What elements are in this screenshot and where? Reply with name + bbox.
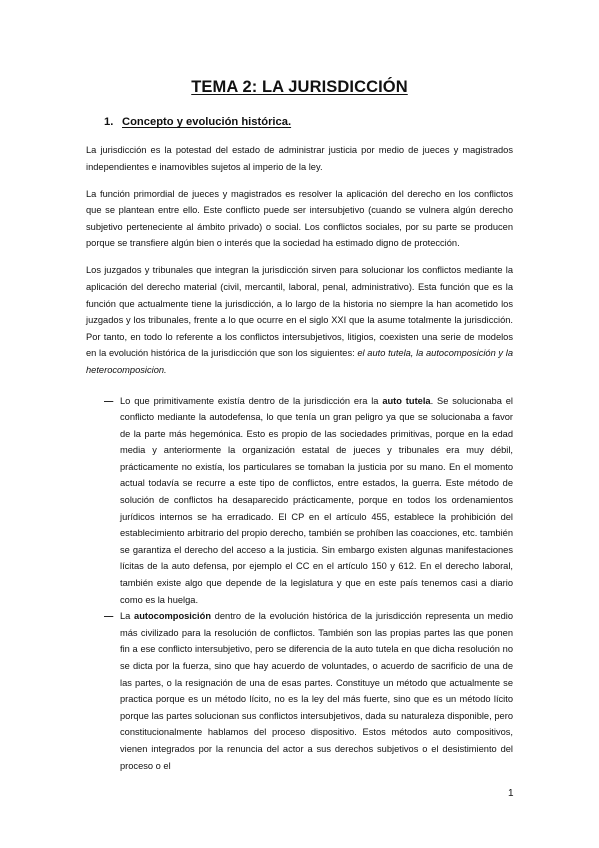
list-item-bold-term: auto tutela [382, 395, 431, 406]
document-body [86, 142, 513, 774]
section-heading [104, 116, 291, 128]
list-item-text: La [120, 611, 131, 622]
section-number: 1. [104, 116, 114, 128]
dash-list [86, 393, 513, 775]
list-item [104, 608, 513, 774]
list-item-bold-term: autocomposición [134, 611, 211, 622]
document-title: TEMA 2: LA JURISDICCIÓN [191, 78, 408, 96]
list-item-text: . Se solucionaba el conflicto mediante la autodefensa, lo que tenía un gran peligro ya que se solucionaba a favor de la parte más hegemónica. Esto es propio de las sociedades primitivas, porque en la edad media y anteriormente la organización estatal de jueces y tribunales era muy débil, prácticamente no existía, los particulares se tomaban la justicia por su mano. En el momento actual todavía se recurre a este tipo de conflictos, entre estados, la guerra. Este método de solución de conflictos ha desaparecido prácticamente, porque en todos los ordenamientos jurídicos internos se ha erradicado. El CP en el artículo 455, establece la prohibición del establecimiento arbitrario del propio derecho, también se prohíben las coacciones, etc. también se garantiza el derecho del acceso a la justicia. Sin embargo existen algunas manifestaciones lícitas de la auto defensa, por ejemplo el CC en el artículo 150 y 612. En el derecho laboral, también existe algo que depende de la legislatura y que en este país tenemos casi a diario como es la huelga. [120, 395, 513, 605]
paragraph [86, 262, 513, 378]
page-number: 1 [508, 788, 514, 799]
section-title: Concepto y evolución histórica. [122, 116, 292, 128]
list-item-text: dentro de la evolución histórica de la jurisdicción representa un medio más civilizado para la resolución de conflictos. También son las propias partes las que ponen fin a ese conflicto intersubjetivo, pero se diferencia de la auto tutela en que dicha resolución no se dicta por la fuerza, sino que hay acuerdo de voluntades, o acuerdo de sacrificio de una de las partes, o la resignación de una de esas partes. Constituye un método que actualmente se practica porque es un método lícito, no es la ley del más fuerte, sino que es un método lícito porque las partes solucionan sus conflictos intersubjetivos, dada su naturaleza disponible, pero constitucionalmente hablamos del proceso dispositivo. Estos métodos auto compositivos, vienen integrados por la renuncia del actor a sus derechos subjetivos o el desistimiento del proceso o el [120, 611, 513, 771]
list-item-text: Lo que primitivamente existía dentro de la jurisdicción era la [120, 395, 379, 406]
paragraph: La función primordial de jueces y magistrados es resolver la aplicación del derecho en los conflictos que se plantean entre ello. Este conflicto puede ser intersubjetivo (cuando se vulnera algún derecho subjetivo perteneciente al ámbito privado) o social. Los conflictos sociales, por su parte se producen porque se transfiere algún bien o interés que la sociedad ha estimado digno de protección. [86, 188, 513, 249]
paragraph: La jurisdicción es la potestad del estado de administrar justicia por medio de jueces y magistrados independientes e inamovibles sujetos al imperio de la ley. [86, 145, 513, 172]
list-item [104, 393, 513, 609]
paragraph-italic-text: el auto tutela, la autocomposición y la heterocomposicion. [86, 348, 514, 375]
paragraph-text: Los juzgados y tribunales que integran la jurisdicción sirven para solucionar los conflictos mediante la aplicación del derecho material (civil, mercantil, laboral, penal, administrativo). Esta función que es la función que actualmente tiene la jurisdicción, a lo largo de la historia no siempre la han acometido los juzgados y los tribunales, frente a lo que ocurre en el siglo XXI que la asume totalmente la jurisdicción. Por tanto, en todo lo referente a los conflictos intersubjetivos, litigios, coexisten una serie de modelos en la evolución histórica de la jurisdicción que son los siguientes: [86, 265, 513, 359]
dash-bullet: — [104, 611, 114, 622]
dash-bullet: — [104, 395, 114, 406]
